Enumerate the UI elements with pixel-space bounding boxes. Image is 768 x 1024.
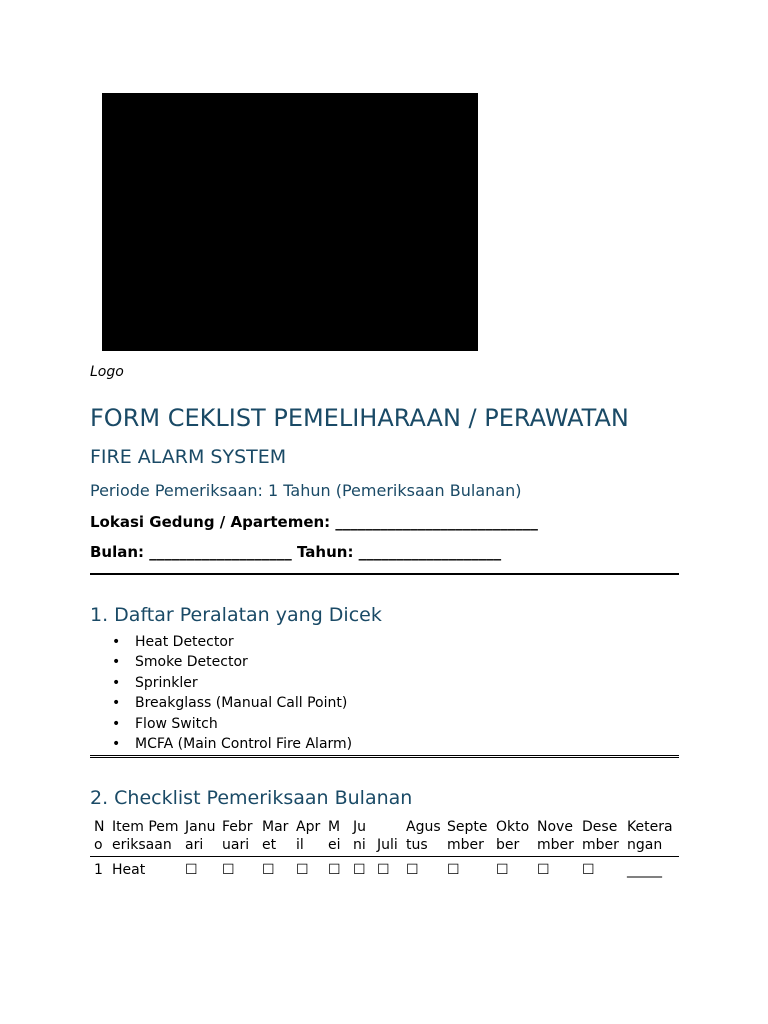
double-divider [90, 755, 679, 758]
location-field: Lokasi Gedung / Apartemen: ___________________________ [90, 513, 538, 531]
equipment-list [90, 632, 352, 754]
table-header-row [90, 818, 679, 857]
checkbox-october[interactable]: ☐ [496, 862, 509, 878]
column-header: Item Pemeriksaan [108, 818, 181, 857]
logo-image [102, 93, 478, 351]
column-header: Juni [349, 818, 373, 857]
checkbox-march[interactable]: ☐ [262, 862, 275, 878]
column-header: Januari [181, 818, 218, 857]
section-2-heading: 2. Checklist Pemeriksaan Bulanan [90, 787, 413, 809]
row-item: Heat [112, 862, 146, 878]
list-item: • Breakglass (Manual Call Point) [90, 693, 352, 713]
checkbox-january[interactable]: ☐ [185, 862, 198, 878]
column-header: April [292, 818, 324, 857]
form-title: FORM CEKLIST PEMELIHARAAN / PERAWATAN [90, 404, 629, 432]
row-number: 1 [94, 862, 103, 878]
list-item: • MCFA (Main Control Fire Alarm) [90, 734, 352, 754]
list-item: • Sprinkler [90, 673, 352, 693]
column-header: Keterangan [623, 818, 679, 857]
section-1-heading: 1. Daftar Peralatan yang Dicek [90, 604, 382, 626]
column-header: September [443, 818, 492, 857]
column-header: November [533, 818, 578, 857]
checkbox-december[interactable]: ☐ [582, 862, 595, 878]
checklist-table [90, 818, 679, 879]
month-year-field: Bulan: ___________________ Tahun: ___________________ [90, 543, 502, 561]
divider [90, 573, 679, 575]
column-header: Desember [578, 818, 623, 857]
checkbox-june[interactable]: ☐ [353, 862, 366, 878]
column-header: Februari [218, 818, 258, 857]
column-header: Agustus [402, 818, 443, 857]
column-header: Juli [373, 818, 402, 857]
checkbox-november[interactable]: ☐ [537, 862, 550, 878]
note-field[interactable]: _____ [627, 862, 662, 878]
checkbox-september[interactable]: ☐ [447, 862, 460, 878]
logo-caption: Logo [90, 364, 124, 380]
column-header: No [90, 818, 108, 857]
list-item: • Smoke Detector [90, 652, 352, 672]
table-row [90, 857, 679, 880]
list-item: • Heat Detector [90, 632, 352, 652]
checkbox-july[interactable]: ☐ [377, 862, 390, 878]
checkbox-february[interactable]: ☐ [222, 862, 235, 878]
inspection-period: Periode Pemeriksaan: 1 Tahun (Pemeriksaan Bulanan) [90, 481, 522, 500]
checkbox-may[interactable]: ☐ [328, 862, 341, 878]
checkbox-april[interactable]: ☐ [296, 862, 309, 878]
checkbox-august[interactable]: ☐ [406, 862, 419, 878]
list-item: • Flow Switch [90, 714, 352, 734]
form-subtitle: FIRE ALARM SYSTEM [90, 446, 287, 468]
column-header: Mei [324, 818, 349, 857]
column-header: Oktober [492, 818, 533, 857]
column-header: Maret [258, 818, 292, 857]
